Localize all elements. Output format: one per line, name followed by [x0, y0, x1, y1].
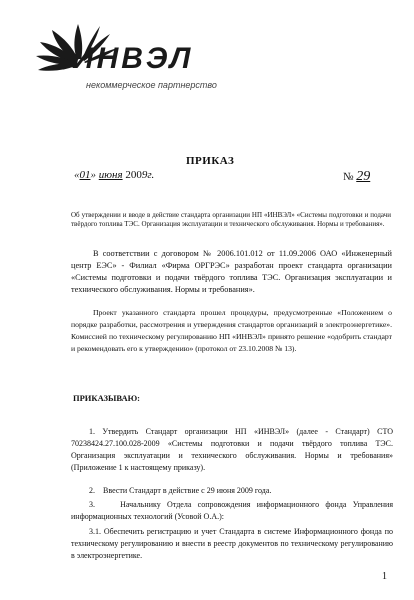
decree-heading: ПРИКАЗЫВАЮ: [73, 393, 141, 403]
date-year-handwritten: 9г. [141, 169, 155, 181]
decree-item-3: 3. Начальнику Отдела сопровождения информационного фонда Управления информационных технологий (Усовой О.А.): [71, 500, 393, 521]
date-open-quote: « [74, 169, 80, 181]
order-date [74, 169, 154, 181]
paragraph-procedure: Проект указанного стандарта прошел процедуры, предусмотренные «Положением о порядке разработки, рассмотрения и утверждения стандартов организаций в электроэнергетике». Комиссией по техническому регулированию НП «ИНВЭЛ» принято решение «одобрить стандарт и рекомендовать его к утверждению» (протокол от 23.10.2008 № 13). [71, 308, 392, 353]
decree-item-2: 2. Ввести Стандарт в действие с 29 июня 2009 года. [89, 486, 272, 495]
date-year: 200 [125, 169, 142, 181]
order-title: ПРИКАЗ [186, 155, 235, 167]
paragraph-contract: В соответствии с договором № 2006.101.012 от 11.09.2006 ОАО «Инженерный центр ЕЭС» - Филиал «Фирма ОРГРЭС» разработан проект стандарта организации «Системы подготовки и подачи твёрдого топлива ТЭС. Организация эксплуатации и технического обслуживания. Нормы и требования». [71, 249, 392, 294]
page-number: 1 [382, 571, 387, 582]
order-number [343, 169, 370, 185]
date-day: 01 [79, 169, 91, 181]
date-close-quote: » [90, 169, 96, 181]
number-value: 29 [356, 169, 371, 184]
number-sign: № [343, 171, 354, 183]
date-month: июня [98, 169, 123, 181]
logo-subtitle: некоммерческое партнерство [86, 80, 217, 90]
decree-item-3-1: 3.1. Обеспечить регистрацию и учет Стандарта в системе Информационного фонда по техническому регулированию и внести в реестр документов по техническому регулированию в электроэнергетике. [71, 527, 393, 560]
decree-item-1: 1. Утвердить Стандарт организации НП «ИНВЭЛ» (далее - Стандарт) СТО 70238424.27.100.028-2009 «Системы подготовки и подачи твёрдого топлива ТЭС. Организация эксплуатации и технического обслуживания. Нормы и требования» (Приложение 1 к настоящему приказу). [71, 427, 393, 472]
order-subject: Об утверждении и вводе в действие стандарта организации НП «ИНВЭЛ» «Системы подготовки и подачи твёрдого топлива ТЭС. Организация эксплуатации и технического обслуживания. Нормы и требования». [71, 211, 391, 228]
logo-title: ИНВЭЛ [72, 42, 194, 75]
